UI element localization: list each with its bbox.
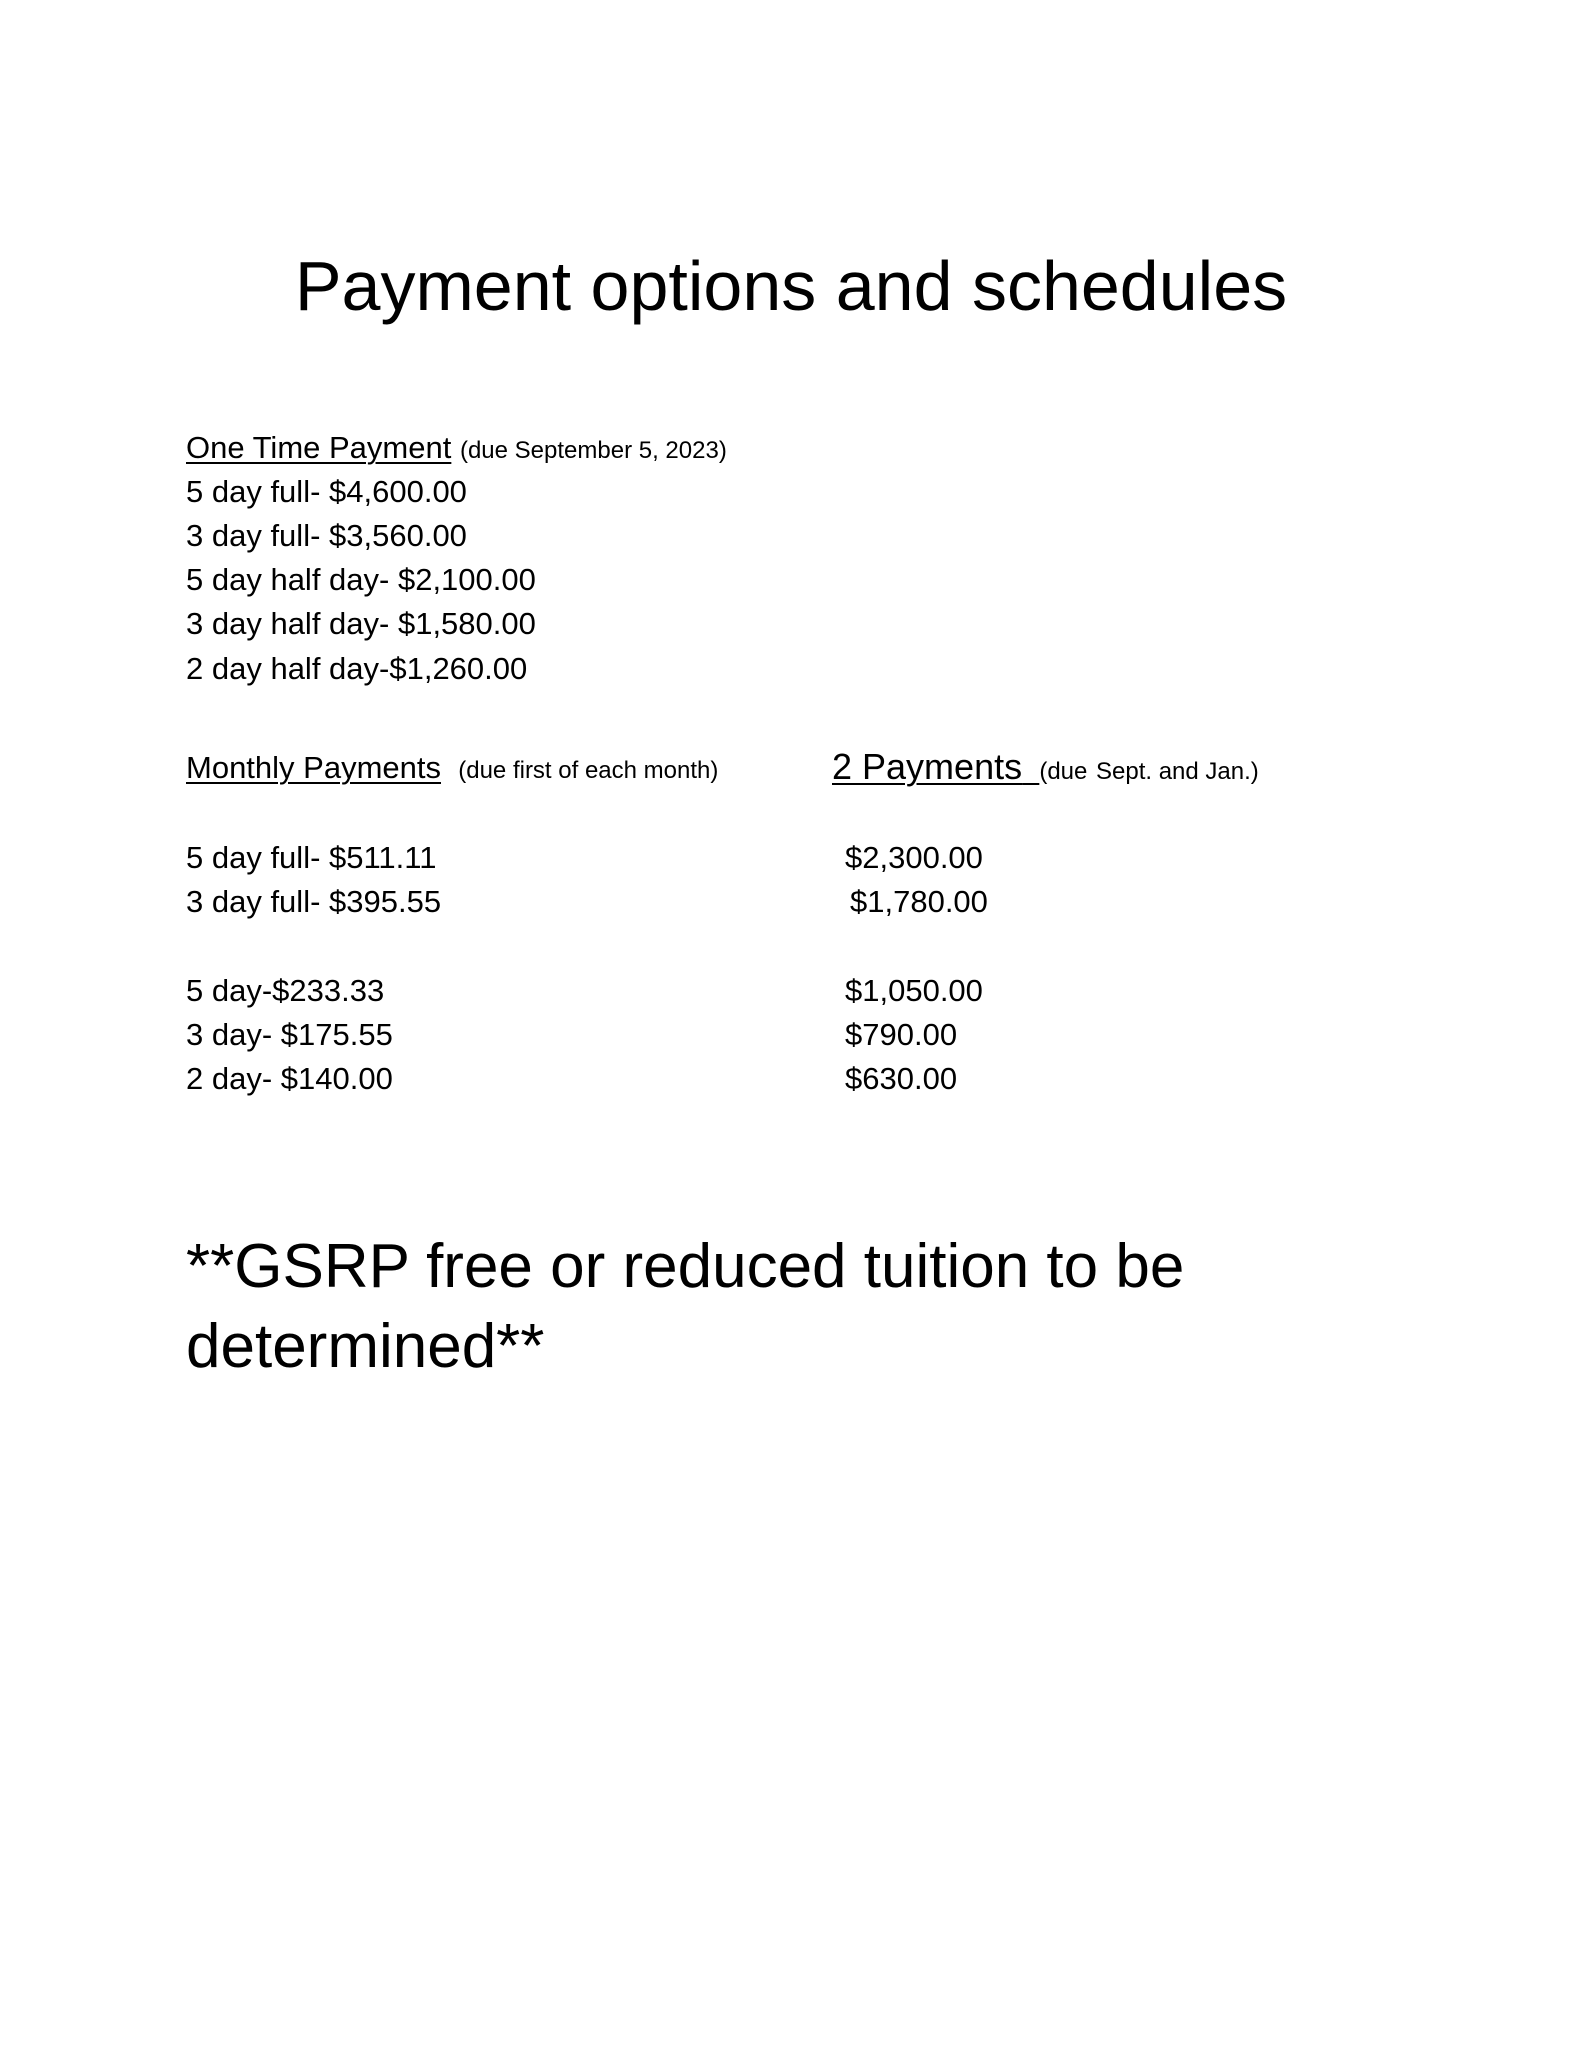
monthly-payments-note: (due first of each month) bbox=[458, 757, 719, 784]
gsrp-note: **GSRP free or reduced tuition to be determined** bbox=[186, 1232, 1185, 1381]
monthly-item: 5 day-$233.33 bbox=[186, 973, 385, 1008]
one-time-payment-note: (due September 5, 2023) bbox=[459, 437, 727, 464]
two-payments-header bbox=[832, 747, 1259, 792]
two-payments-note-months: Sept. and Jan.) bbox=[1096, 758, 1259, 785]
two-payments-item: $1,050.00 bbox=[845, 973, 983, 1008]
one-time-payment-header bbox=[186, 428, 727, 471]
page-title: Payment options and schedules bbox=[294, 247, 1288, 325]
monthly-payments-heading: Monthly Payments bbox=[186, 750, 441, 785]
one-time-item: 2 day half day-$1,260.00 bbox=[186, 651, 528, 686]
one-time-item: 3 day half day- $1,580.00 bbox=[186, 606, 536, 641]
two-payments-heading: 2 Payments bbox=[832, 746, 1023, 787]
two-payments-underline-space bbox=[1022, 751, 1039, 786]
one-time-item: 5 day half day- $2,100.00 bbox=[186, 562, 536, 597]
two-payments-item: $2,300.00 bbox=[845, 840, 983, 875]
monthly-item: 5 day full- $511.11 bbox=[186, 840, 437, 875]
two-payments-note: (due bbox=[1039, 758, 1088, 785]
two-payments-item: $790.00 bbox=[845, 1017, 958, 1052]
one-time-item: 3 day full- $3,560.00 bbox=[186, 518, 467, 553]
monthly-item: 3 day full- $395.55 bbox=[186, 884, 442, 919]
two-payments-item: $1,780.00 bbox=[850, 884, 988, 919]
monthly-item: 2 day- $140.00 bbox=[186, 1061, 393, 1096]
one-time-payment-heading: One Time Payment bbox=[186, 430, 452, 465]
two-payments-item: $630.00 bbox=[845, 1061, 958, 1096]
monthly-item: 3 day- $175.55 bbox=[186, 1017, 393, 1052]
monthly-payments-header bbox=[186, 748, 718, 791]
one-time-item: 5 day full- $4,600.00 bbox=[186, 474, 467, 509]
